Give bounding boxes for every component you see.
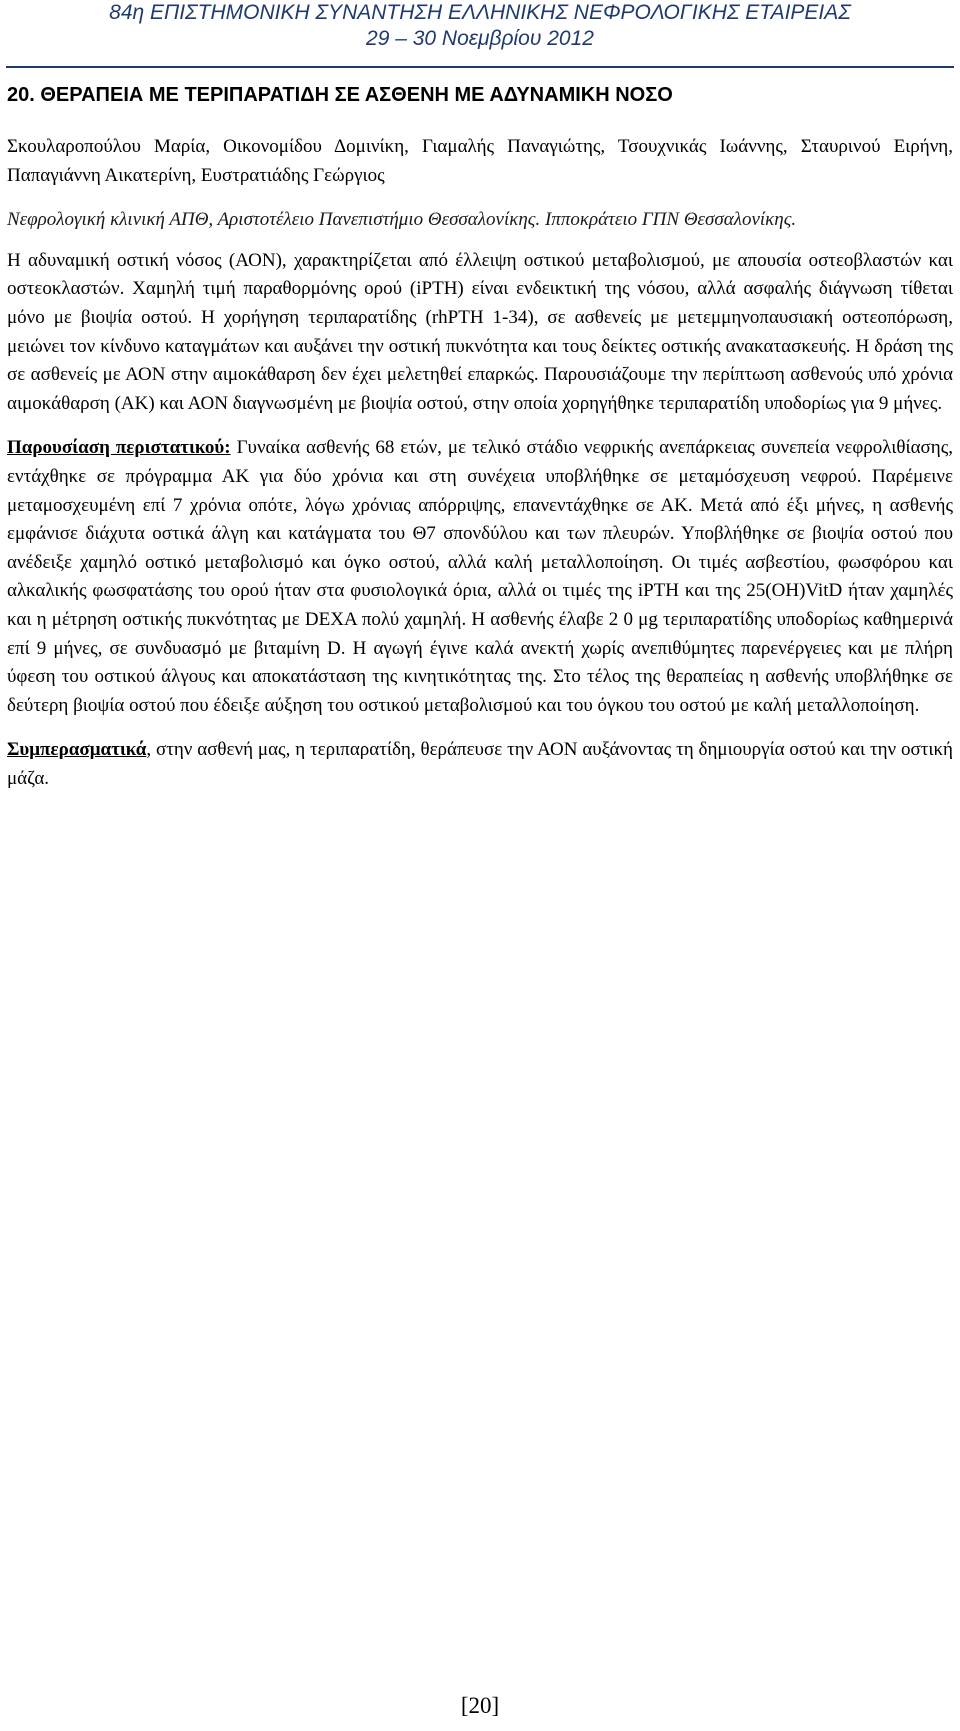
conclusion-paragraph [7,736,953,793]
abstract-body [7,81,953,809]
header-divider [6,66,954,68]
abstract-title: 20. ΘΕΡΑΠΕΙΑ ΜΕ ΤΕΡΙΠΑΡΑΤΙΔΗ ΣΕ ΑΣΘΕΝΗ ΜΕ ΑΔΥΝΑΜΙΚΗ ΝΟΣΟ [7,84,673,106]
conference-title: 84η ΕΠΙΣΤΗΜΟΝΙΚΗ ΣΥΝΑΝΤΗΣΗ ΕΛΛΗΝΙΚΗΣ ΝΕΦΡΟΛΟΓΙΚΗΣ ΕΤΑΙΡΕΙΑΣ [109,1,851,24]
affiliation: Νεφρολογική κλινική ΑΠΘ, Αριστοτέλειο Πανεπιστήμιο Θεσσαλονίκης. Ιπποκράτειο ΓΠΝ Θεσσαλονίκης. [7,209,797,231]
case-presentation-text: Γυναίκα ασθενής 68 ετών, με τελικό στάδιο νεφρικής ανεπάρκειας συνεπεία νεφρολιθίασης, εντάχθηκε σε πρόγραμμα ΑΚ για δύο χρόνια και στη συνέχεια υποβλήθηκε σε μεταμόσχευση νεφρού. Παρέμεινε μεταμοσχευμένη επί 7 χρόνια οπότε, λόγω χρόνιας απόρριψης, επανεντάχθηκε σε ΑΚ. Μετά από έξι μήνες, η ασθενής εμφάνισε διάχυτα οστικά άλγη και κατάγματα του Θ7 σπονδύλου και των πλευρών. Υποβλήθηκε σε βιοψία οστού που ανέδειξε χαμηλό οστικό μεταβολισμό και όγκο οστού, αλλά καλή μεταλλοποίηση. Οι τιμές ασβεστίου, φωσφόρου και αλκαλικής φωσφατάσης του ορού ήταν στα φυσιολογικά όρια, αλλά οι τιμές της iPTH και της 25(OH)VitD ήταν χαμηλές και η μέτρηση οστικής πυκνότητας με DEXA πολύ χαμηλή. Η ασθενής έλαβε 2 0 μg τεριπαρατίδης υποδορίως καθημερινά επί 9 μήνες, σε συνδυασμό με βιταμίνη D. Η αγωγή έγινε καλά ανεκτή χωρίς ανεπιθύμητες παρενέργειες και με πλήρη ύφεση του οστικού άλγους και αποκατάσταση της κινητικότητας της. Στο τέλος της θεραπείας η ασθενής υποβλήθηκε σε δεύτερη βιοψία οστού που έδειξε αύξηση του οστικού μεταβολισμού και του όγκου του οστού με καλή μεταλλοποίηση. [7,437,953,716]
introduction-paragraph: Η αδυναμική οστική νόσος (ΑΟΝ), χαρακτηρίζεται από έλλειψη οστικού μεταβολισμού, με απουσία οστεοβλαστών και οστεοκλαστών. Χαμηλή τιμή παραθορμόνης ορού (iPTH) είναι ενδεικτική της νόσου, αλλά ασφαλής διάγνωση τίθεται μόνο με βιοψία οστού. Η χορήγηση τεριπαρατίδης (rhPTH 1-34), σε ασθενείς με μετεμμηνοπαυσιακή οστεοπόρωση, μειώνει τον κίνδυνο καταγμάτων και αυξάνει την οστική πυκνότητα και τους δείκτες οστικής ανακατασκευής. Η δράση της σε ασθενείς με ΑΟΝ στην αιμοκάθαρση δεν έχει μελετηθεί επαρκώς. Παρουσιάζουμε την περίπτωση ασθενούς υπό χρόνια αιμοκάθαρση (ΑΚ) και ΑΟΝ διαγνωσμένη με βιοψία οστού, στην οποία χορηγήθηκε τεριπαρατίδη υποδορίως για 9 μήνες. [7,249,953,414]
conference-dates: 29 – 30 Νοεμβρίου 2012 [366,27,594,50]
page-number: [20] [460,1693,500,1718]
case-presentation-paragraph [7,434,953,720]
conclusion-heading: Συμπερασματικά [7,739,147,761]
case-presentation-heading: Παρουσίαση περιστατικού: [7,437,231,459]
page-header [0,0,960,52]
conclusion-text: , στην ασθενή μας, η τεριπαρατίδη, θεράπευσε την ΑΟΝ αυξάνοντας τη δημιουργία οστού και την οστική μάζα. [7,739,953,789]
author-list: Σκουλαροπούλου Μαρία, Οικονομίδου Δομινίκη, Γιαμαλής Παναγιώτης, Τσουχνικάς Ιωάννης, Σταυρινού Ειρήνη, Παπαγιάννη Αικατερίνη, Ευστρατιάδης Γεώργιος [7,136,953,186]
